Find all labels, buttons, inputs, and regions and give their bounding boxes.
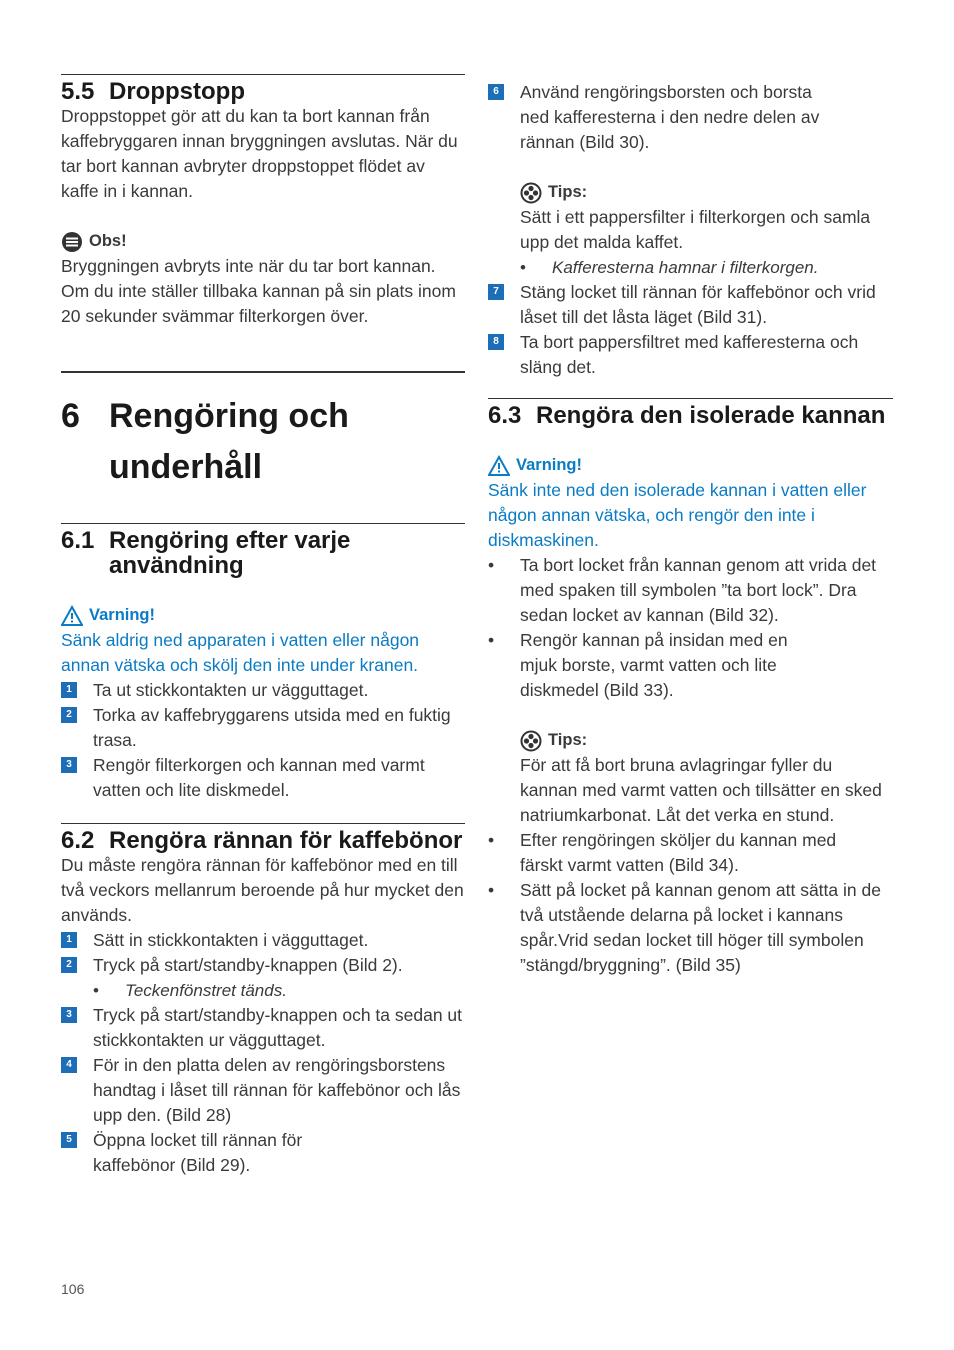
- warning-label: Varning!: [89, 606, 156, 624]
- step-item: [488, 80, 893, 155]
- section-title: Rengöra rännan för kaffebönor: [109, 827, 463, 854]
- bullet-text: Ta bort locket från kannan genom att vrida det med spaken till symbolen ”ta bort lock”. Dra sedan locket av kannan (Bild 32).: [520, 555, 877, 625]
- paragraph-droppstopp: Droppstoppet gör att du kan ta bort kannan från kaffebryggaren innan bryggningen avslutas. När du tar bort kannan avbryter droppstoppet flödet av kaffe in i kannan.: [61, 106, 458, 201]
- step-item: [61, 928, 465, 953]
- bullet-item: [488, 553, 893, 628]
- sub-bullet-text: Teckenfönstret tänds.: [125, 981, 287, 1000]
- sub-bullet-text: Kafferesterna hamnar i filterkorgen.: [552, 258, 819, 277]
- chapter-title: Rengöring och underhåll: [109, 397, 349, 486]
- paragraph-ranna: Du måste rengöra rännan för kaffebönor med en till två veckors mellanrum beroende på hur mycket den används.: [61, 855, 464, 925]
- bullet-item: [488, 628, 893, 703]
- step-badge: 3: [61, 1007, 77, 1023]
- step-badge: 6: [488, 84, 504, 100]
- section-heading-6-2: [61, 824, 465, 853]
- step-badge: 1: [61, 932, 77, 948]
- step-text: Tryck på start/standby-knappen och ta sedan ut stickkontakten ur vägguttaget.: [93, 1005, 463, 1050]
- step-item: [61, 1128, 465, 1178]
- warning-label: Varning!: [516, 456, 583, 474]
- tip-heading: [488, 180, 893, 205]
- step-badge: 2: [61, 707, 77, 723]
- step-text: Använd rengöringsborsten och borsta ned kafferesterna i den nedre delen av rännan (Bild 30).: [520, 82, 820, 152]
- bullet-dot: •: [488, 880, 495, 900]
- section-heading-6-3: [488, 399, 893, 428]
- warning-text: Sänk inte ned den isolerade kannan i vatten eller någon annan vätska, och rengör den inte i diskmaskinen.: [488, 480, 867, 550]
- step-item: [61, 703, 465, 753]
- step-text: Tryck på start/standby-knappen (Bild 2).: [93, 955, 403, 975]
- right-column: [488, 80, 893, 978]
- section-heading-6-1: [61, 524, 465, 578]
- warning-text: Sänk aldrig ned apparaten i vatten eller någon annan vätska och skölj den inte under kranen.: [61, 630, 420, 675]
- section-heading-5-5: [61, 75, 465, 104]
- note-label: Obs!: [89, 232, 127, 250]
- warning-icon: [488, 455, 510, 477]
- section-number: 5.5: [61, 78, 95, 105]
- section-number: 6.1: [61, 527, 95, 554]
- note-icon: [61, 231, 83, 253]
- step-text: Öppna locket till rännan för kaffebönor (Bild 29).: [93, 1130, 303, 1175]
- step-item: [488, 280, 893, 330]
- step-text: För in den platta delen av rengöringsborstens handtag i låset till rännan för kaffebönor och lås upp den. (Bild 28): [93, 1055, 461, 1125]
- warning-heading: [488, 453, 893, 478]
- tip-label: Tips:: [548, 183, 588, 201]
- bullet-item: [488, 878, 893, 978]
- step-item: [61, 753, 465, 803]
- section-title: Droppstopp: [109, 78, 245, 105]
- bullet-dot: •: [520, 258, 526, 277]
- section-number: 6.3: [488, 402, 522, 429]
- tip-text: Sätt i ett pappersfilter i filterkorgen och samla upp det malda kaffet.: [520, 207, 871, 252]
- sub-bullet: [488, 255, 893, 280]
- note-heading: [61, 229, 465, 254]
- chapter-heading: [61, 373, 465, 493]
- step-badge: 2: [61, 957, 77, 973]
- tip-text: För att få bort bruna avlagringar fyller du kannan med varmt vatten och tillsätter en sked natriumkarbonat. Låt det verka en stund.: [520, 755, 882, 825]
- step-badge: 3: [61, 757, 77, 773]
- page-number: 106: [61, 1281, 85, 1297]
- section-number: 6.2: [61, 827, 95, 854]
- bullet-dot: •: [93, 981, 99, 1000]
- bullet-text: Sätt på locket på kannan genom att sätta in de två utstående delarna på locket i kannans spår.Vrid sedan locket till höger till symbolen ”stängd/bryggning”. (Bild 35): [520, 880, 881, 975]
- step-item: [61, 678, 465, 703]
- chapter-number: 6: [61, 397, 80, 435]
- step-text: Ta bort pappersfiltret med kafferesterna och släng det.: [520, 332, 859, 377]
- step-text: Rengör filterkorgen och kannan med varmt vatten och lite diskmedel.: [93, 755, 425, 800]
- section-title: Rengöring efter varje användning: [109, 527, 351, 579]
- tip-icon: [520, 182, 542, 204]
- bullet-item: [488, 828, 893, 878]
- step-text: Sätt in stickkontakten i vägguttaget.: [93, 930, 369, 950]
- step-badge: 4: [61, 1057, 77, 1073]
- step-text: Stäng locket till rännan för kaffebönor och vrid låset till det låsta läget (Bild 31).: [520, 282, 876, 327]
- bullet-text: Rengör kannan på insidan med en mjuk borste, varmt vatten och lite diskmedel (Bild 33).: [520, 630, 788, 700]
- bullet-dot: •: [488, 830, 495, 850]
- step-badge: 8: [488, 334, 504, 350]
- bullet-dot: •: [488, 555, 495, 575]
- step-text: Ta ut stickkontakten ur vägguttaget.: [93, 680, 369, 700]
- warning-heading: [61, 603, 465, 628]
- left-column: [61, 74, 465, 1178]
- step-item: [61, 953, 465, 978]
- tip-heading: [488, 728, 893, 753]
- note-text: Bryggningen avbryts inte när du tar bort kannan. Om du inte ställer tillbaka kannan på sin plats inom 20 sekunder svämmar filterkorgen över.: [61, 256, 456, 326]
- step-item: [61, 1003, 465, 1053]
- step-text: Torka av kaffebryggarens utsida med en fuktig trasa.: [93, 705, 451, 750]
- bullet-dot: •: [488, 630, 495, 650]
- bullet-text: Efter rengöringen sköljer du kannan med färskt varmt vatten (Bild 34).: [520, 830, 837, 875]
- warning-icon: [61, 605, 83, 627]
- step-badge: 5: [61, 1132, 77, 1148]
- tip-label: Tips:: [548, 731, 588, 749]
- step-item: [61, 1053, 465, 1128]
- step-badge: 1: [61, 682, 77, 698]
- section-title: Rengöra den isolerade kannan: [536, 402, 886, 429]
- step-item: [488, 330, 893, 380]
- tip-icon: [520, 730, 542, 752]
- sub-bullet: [61, 978, 465, 1003]
- step-badge: 7: [488, 284, 504, 300]
